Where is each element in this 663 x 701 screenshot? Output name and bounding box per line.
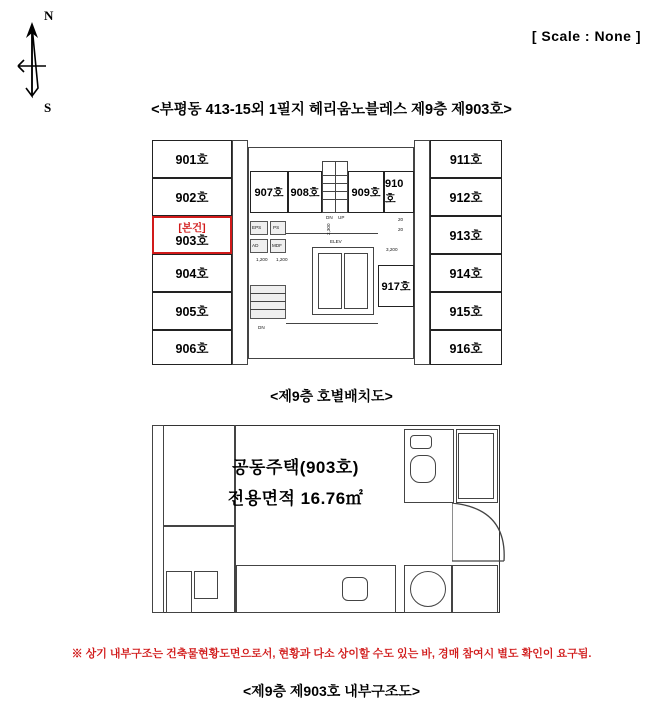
page-title: <부평동 413-15외 1필지 헤리움노블레스 제9층 제903호>	[151, 102, 512, 118]
dim-1200a: 1,200	[256, 257, 268, 262]
sink-kitchen-icon	[342, 577, 368, 601]
unit-904: 904호	[152, 254, 232, 292]
entrance	[452, 565, 498, 613]
elevator-line	[318, 253, 342, 254]
unit-912: 912호	[430, 178, 502, 216]
bed-outline	[458, 433, 494, 499]
unit-interior-diagram	[152, 425, 512, 620]
balcony-curve-icon	[452, 503, 512, 565]
label-mdf: MDF	[272, 243, 282, 248]
area-label	[188, 453, 403, 509]
footnote: ※ 상기 내부구조는 건축물현황도면으로서, 현황과 다소 상이할 수도 있는 바, 경매 참여시 별도 확인이 요구됨.	[71, 648, 592, 660]
entry-wall	[164, 525, 234, 527]
subject-label: 903호	[175, 233, 209, 248]
corridor-line	[286, 323, 378, 324]
label-dn-2: DN	[258, 325, 265, 330]
service-stair	[250, 285, 286, 319]
right-corridor-strip	[414, 140, 430, 365]
area-line-1: 공동주택(903호)	[232, 458, 359, 477]
floor-plan-title: <제9층 호별배치도>	[270, 388, 393, 404]
unit-905: 905호	[152, 292, 232, 330]
unit-917: 917호	[378, 265, 414, 307]
dim-1200b: 1,200	[276, 257, 288, 262]
compass-south-label: S	[44, 100, 52, 115]
closet	[166, 571, 192, 613]
shoe-cabinet	[194, 571, 218, 599]
service-step	[250, 309, 286, 310]
floor-layout-diagram	[130, 135, 530, 356]
unit-914: 914호	[430, 254, 502, 292]
label-eps: EPS	[252, 225, 262, 230]
balcony-left	[152, 425, 164, 613]
corridor-line	[286, 233, 378, 234]
label-elev: ELEV	[330, 239, 342, 244]
left-corridor-strip	[232, 140, 248, 365]
label-dn: DN	[326, 215, 333, 220]
unit-908: 908호	[288, 171, 322, 213]
unit-909: 909호	[348, 171, 384, 213]
unit-913: 913호	[430, 216, 502, 254]
sink-icon	[410, 435, 432, 449]
elevator-car-2	[344, 253, 368, 309]
kitchen-band	[236, 565, 396, 613]
scale-note: [ Scale : None ]	[531, 28, 641, 44]
unit-915: 915호	[430, 292, 502, 330]
toilet-icon	[410, 455, 436, 483]
unit-plan-title: <제9층 제903호 내부구조도>	[243, 683, 420, 699]
unit-911: 911호	[430, 140, 502, 178]
area-line-2: 전용면적 16.76㎡	[227, 489, 364, 508]
subject-tag: [본건]	[178, 221, 206, 234]
service-step	[250, 293, 286, 294]
unit-906: 906호	[152, 330, 232, 365]
unit-901: 901호	[152, 140, 232, 178]
dim-20a: 20	[398, 217, 404, 222]
unit-910: 910호	[384, 171, 414, 213]
unit-907: 907호	[250, 171, 288, 213]
unit-903-subject	[152, 216, 232, 254]
label-ps: PS	[273, 225, 280, 230]
washer-drum-icon	[410, 571, 446, 607]
label-up: UP	[338, 215, 345, 220]
dim-2300: 2,300	[326, 223, 331, 235]
stair-divider	[335, 161, 336, 213]
compass-north-label: N	[44, 8, 54, 23]
service-step	[250, 301, 286, 302]
elevator-car-1	[318, 253, 342, 309]
dim-3200: 3,200	[386, 247, 398, 252]
dim-20b: 20	[398, 227, 404, 232]
unit-902: 902호	[152, 178, 232, 216]
unit-916: 916호	[430, 330, 502, 365]
label-ad: AD	[252, 243, 259, 248]
